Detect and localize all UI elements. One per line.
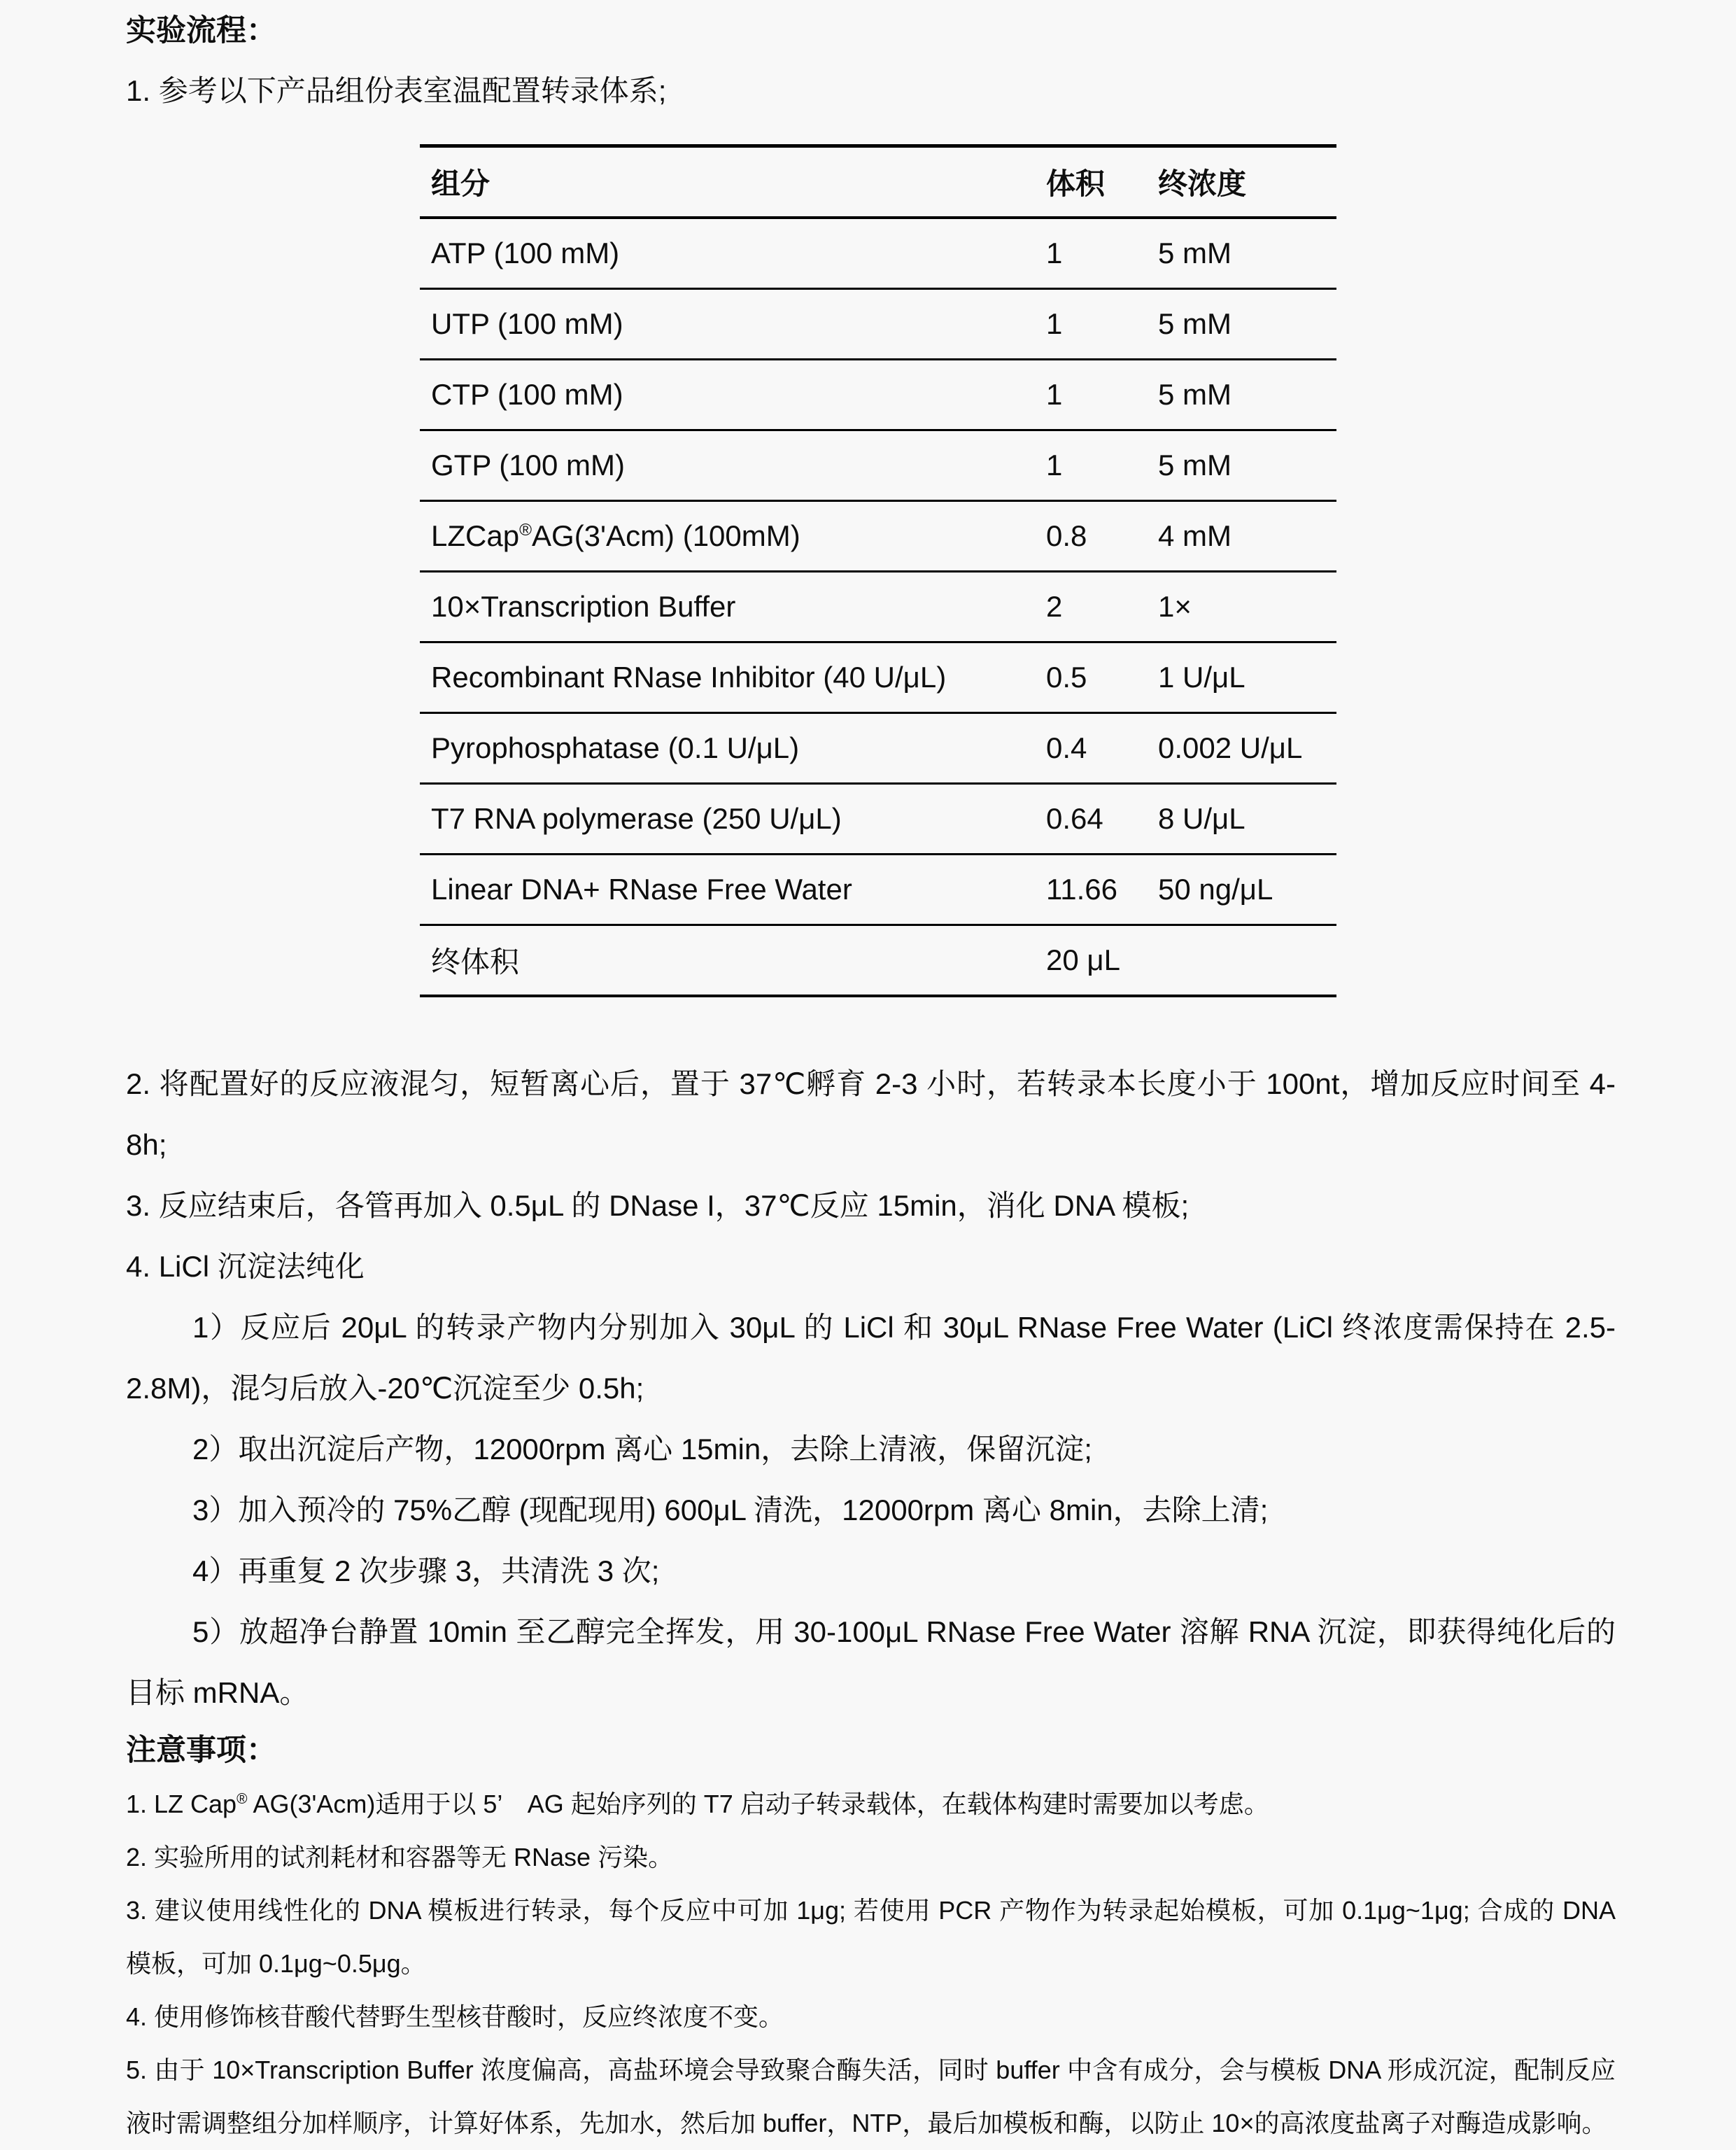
table-row [420,501,1336,572]
table-row [420,784,1336,855]
table-header-final-conc: 终浓度 [1158,167,1247,200]
cell-component: Linear DNA+ RNase Free Water [431,873,852,906]
cell-volume: 0.64 [1046,802,1103,835]
reagent-table [420,144,1336,997]
cell-component: UTP (100 mM) [431,307,623,340]
table-row [420,855,1336,925]
registered-trademark-symbol: ® [519,521,532,540]
cell-volume: 0.5 [1046,661,1087,694]
note-2: 2. 实验所用的试剂耗材和容器等无 RNase 污染。 [126,1843,674,1871]
cell-component: Pyrophosphatase (0.1 U/μL) [431,731,800,764]
procedure-substep-2: 2）取出沉淀后产物，12000rpm 离心 15min，去除上清液，保留沉淀; [192,1433,1092,1466]
cell-final-conc: 5 mM [1158,449,1232,482]
procedure-step-3: 3. 反应结束后，各管再加入 0.5μL 的 DNase I，37℃反应 15min，消化 DNA 模板; [126,1189,1190,1222]
table-header-row [420,146,1336,218]
cell-volume: 1 [1046,449,1063,482]
cell-volume: 1 [1046,237,1063,269]
cell-final-conc: 1 U/μL [1158,661,1245,694]
cell-final-conc: 0.002 U/μL [1158,731,1303,764]
cell-component: CTP (100 mM) [431,378,623,411]
procedure-step-1: 1. 参考以下产品组份表室温配置转录体系; [126,74,667,107]
cell-final-conc: 4 mM [1158,519,1232,552]
cell-final-conc: 1× [1158,590,1192,623]
section-heading-notes: 注意事项： [126,1734,276,1767]
procedure-substep-4: 4）再重复 2 次步骤 3，共清洗 3 次; [192,1554,660,1587]
section-heading-procedure: 实验流程： [126,14,276,48]
cell-final-conc: 50 ng/μL [1158,873,1273,906]
cell-volume: 20 μL [1046,943,1120,976]
procedure-substep-1: 1）反应后 20μL 的转录产物内分别加入 30μL 的 LiCl 和 30μL RNase Free Water (LiCl 终浓度需保持在 2.5-2.8M)，混匀后放入-20℃沉淀至少 0.5h; [126,1311,1616,1405]
table-row-total [420,925,1336,997]
table-row [420,430,1336,501]
table-row [420,218,1336,289]
note-3: 3. 建议使用线性化的 DNA 模板进行转录，每个反应中可加 1μg; 若使用 PCR 产物作为转录起始模板，可加 0.1μg~1μg; 合成的 DNA 模板，可加 0.1μg~0.5μg。 [126,1896,1616,1978]
cell-final-conc: 5 mM [1158,237,1232,269]
cell-volume: 11.66 [1046,873,1117,906]
note-5: 5. 由于 10×Transcription Buffer 浓度偏高，高盐环境会导致聚合酶失活，同时 buffer 中含有成分，会与模板 DNA 形成沉淀，配制反应液时需调整组分加样顺序，计算好体系，先加水，然后加 buffer，NTP，最后加模板和酶，以防止 10×的高浓度盐离子对酶造成影响。 [126,2056,1616,2137]
procedure-substep-5: 5）放超净台静置 10min 至乙醇完全挥发，用 30-100μL RNase Free Water 溶解 RNA 沉淀，即获得纯化后的目标 mRNA。 [126,1615,1616,1709]
cell-component: 终体积 [431,946,520,978]
cell-component: T7 RNA polymerase (250 U/μL) [431,802,842,835]
cell-component: GTP (100 mM) [431,449,625,482]
cell-volume: 1 [1046,378,1063,411]
table-row [420,642,1336,713]
component-name-part: AG(3'Acm) (100mM) [532,519,800,552]
registered-trademark-symbol: ® [237,1791,248,1807]
table-row [420,360,1336,430]
cell-final-conc: 5 mM [1158,307,1232,340]
cell-final-conc: 8 U/μL [1158,802,1245,835]
table-row [420,572,1336,642]
cell-component: 10×Transcription Buffer [431,590,736,623]
cell-volume: 1 [1046,307,1063,340]
cell-volume: 0.8 [1046,519,1087,552]
table-row [420,289,1336,360]
table-row [420,713,1336,784]
note-4: 4. 使用修饰核苷酸代替野生型核苷酸时，反应终浓度不变。 [126,2002,784,2031]
cell-volume: 2 [1046,590,1063,623]
procedure-step-2: 2. 将配置好的反应液混匀，短暂离心后，置于 37℃孵育 2-3 小时，若转录本长度小于 100nt，增加反应时间至 4-8h; [126,1067,1616,1161]
procedure-step-4: 4. LiCl 沉淀法纯化 [126,1250,365,1283]
cell-final-conc [1158,925,1336,997]
note-1 [126,1778,1616,1831]
note-text-part: AG(3'Acm)适用于以 5’ AG 起始序列的 T7 启动子转录载体，在载体构建时需要加以考虑。 [247,1790,1269,1818]
procedure-substep-3: 3）加入预冷的 75%乙醇 (现配现用) 600μL 清洗，12000rpm 离心 8min，去除上清; [192,1494,1269,1526]
cell-component [420,501,1046,572]
table-header-volume: 体积 [1046,167,1106,200]
cell-component: ATP (100 mM) [431,237,620,269]
cell-final-conc: 5 mM [1158,378,1232,411]
component-name-part: LZCap [431,519,520,552]
note-text-part: 1. LZ Cap [126,1790,237,1818]
table-header-component: 组分 [431,167,491,200]
cell-volume: 0.4 [1046,731,1087,764]
cell-component: Recombinant RNase Inhibitor (40 U/μL) [431,661,947,694]
